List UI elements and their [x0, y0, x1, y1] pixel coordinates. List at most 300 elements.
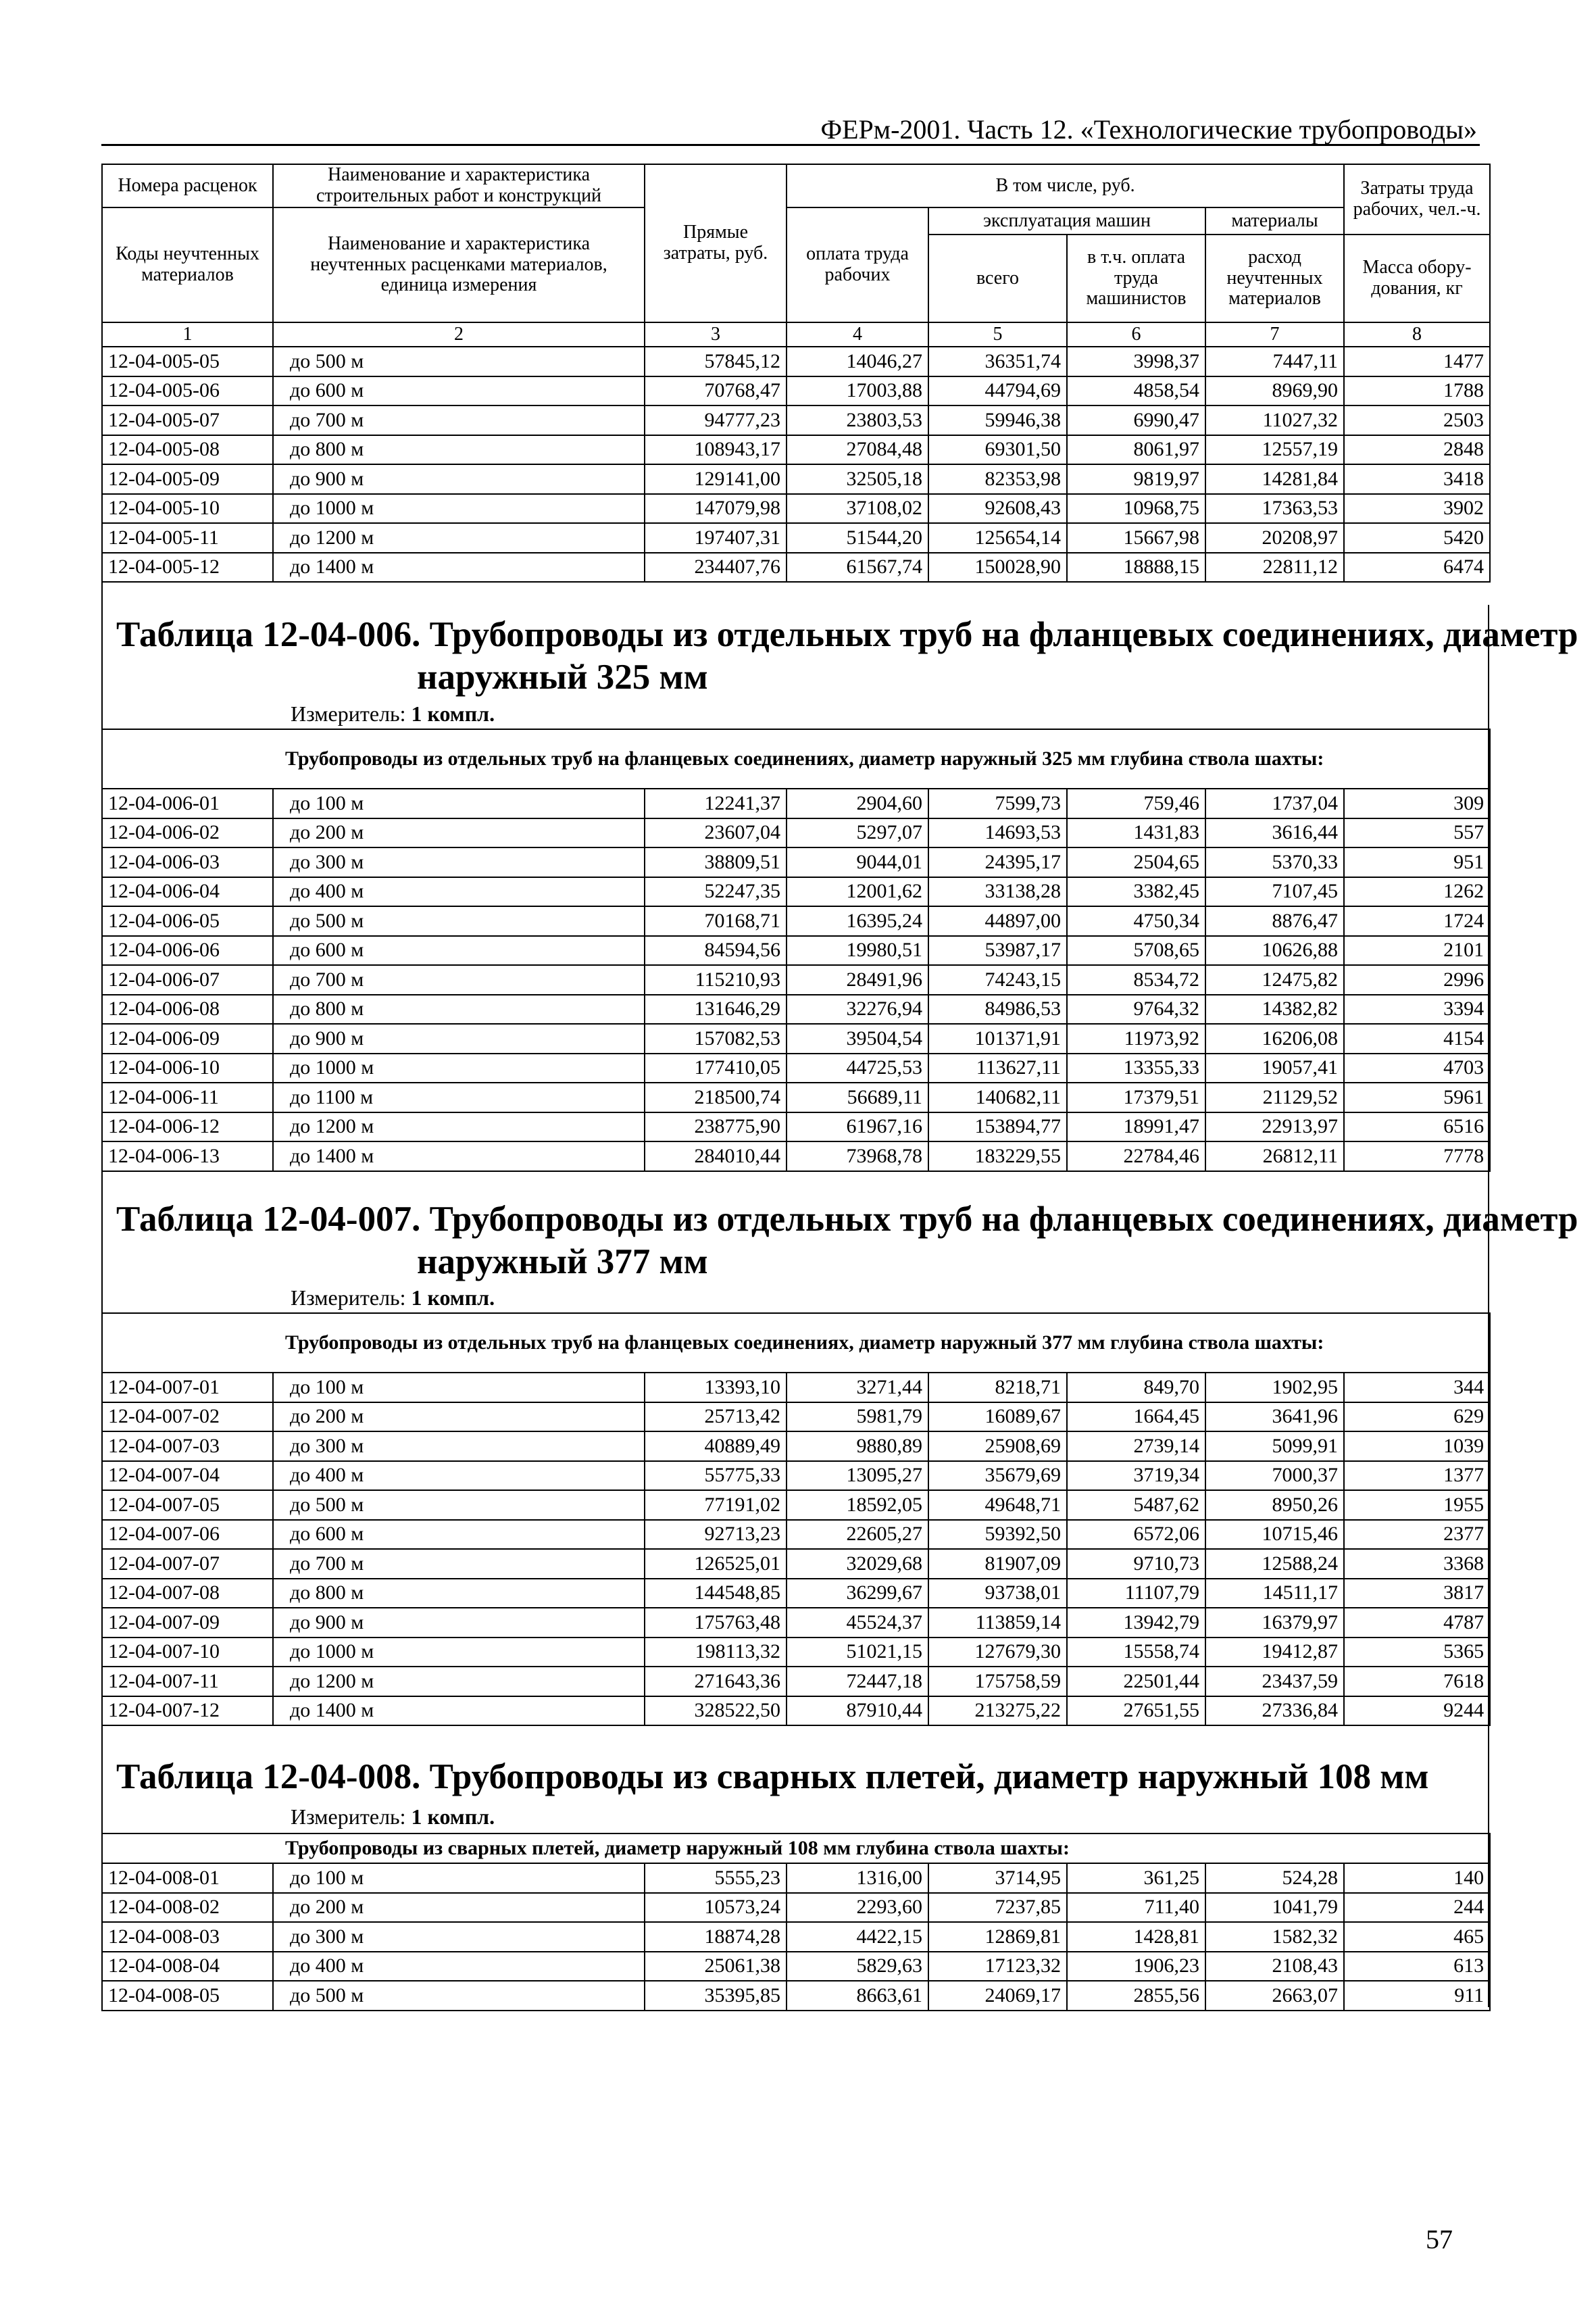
table-row — [102, 1952, 1490, 1981]
col-number: 5 — [928, 322, 1067, 347]
cell-work-name: до 1200 м — [273, 523, 645, 553]
cell-machinist-pay: 9764,32 — [1067, 995, 1205, 1025]
table-row — [102, 1579, 1490, 1608]
cell-machinist-pay: 11107,79 — [1067, 1579, 1205, 1608]
cell-labor-hours: 4787 — [1344, 1608, 1490, 1638]
cell-direct-cost: 218500,74 — [645, 1083, 787, 1112]
cell-work-name: до 1100 м — [273, 1083, 645, 1112]
cell-machinist-pay: 8534,72 — [1067, 965, 1205, 995]
cell-labor-pay: 27084,48 — [787, 435, 928, 465]
cell-direct-cost: 129141,00 — [645, 464, 787, 494]
rates-table-007 — [101, 1312, 1491, 1726]
cell-machine-total: 25908,69 — [928, 1431, 1067, 1461]
cell-machine-total: 82353,98 — [928, 464, 1067, 494]
cell-machinist-pay: 5487,62 — [1067, 1490, 1205, 1520]
table-row — [102, 995, 1490, 1025]
cell-direct-cost: 52247,35 — [645, 877, 787, 907]
cell-machine-total: 59946,38 — [928, 405, 1067, 435]
cell-direct-cost: 77191,02 — [645, 1490, 787, 1520]
cell-machinist-pay: 27651,55 — [1067, 1696, 1205, 1726]
cell-labor-hours: 3368 — [1344, 1549, 1490, 1579]
table-row — [102, 936, 1490, 966]
cell-machinist-pay: 10968,75 — [1067, 494, 1205, 524]
cell-machinist-pay: 361,25 — [1067, 1863, 1205, 1893]
cell-machinist-pay: 18888,15 — [1067, 553, 1205, 583]
cell-machine-total: 81907,09 — [928, 1549, 1067, 1579]
cell-machinist-pay: 1431,83 — [1067, 818, 1205, 848]
header-rule — [101, 144, 1480, 146]
cell-materials: 10626,88 — [1205, 936, 1344, 966]
cell-rate-code: 12-04-007-10 — [102, 1638, 273, 1667]
cell-materials: 7107,45 — [1205, 877, 1344, 907]
cell-materials: 23437,59 — [1205, 1667, 1344, 1696]
table-row — [102, 789, 1490, 818]
cell-machinist-pay: 3382,45 — [1067, 877, 1205, 907]
cell-work-name: до 1400 м — [273, 1696, 645, 1726]
col-number: 8 — [1344, 322, 1490, 347]
cell-machine-total: 12869,81 — [928, 1922, 1067, 1952]
cell-rate-code: 12-04-006-08 — [102, 995, 273, 1025]
cell-rate-code: 12-04-005-07 — [102, 405, 273, 435]
table-row — [102, 1520, 1490, 1550]
table-row — [102, 435, 1490, 465]
cell-work-name: до 1400 м — [273, 553, 645, 583]
cell-machine-total: 140682,11 — [928, 1083, 1067, 1112]
cell-work-name: до 300 м — [273, 1431, 645, 1461]
table-body-008 — [102, 1863, 1490, 2011]
col-header-ekspl: эксплуатация машин — [928, 207, 1205, 235]
cell-machinist-pay: 4858,54 — [1067, 376, 1205, 406]
table-row — [102, 1863, 1490, 1893]
cell-labor-pay: 32505,18 — [787, 464, 928, 494]
table-row — [102, 1638, 1490, 1667]
cell-labor-pay: 36299,67 — [787, 1579, 928, 1608]
cell-direct-cost: 108943,17 — [645, 435, 787, 465]
cell-rate-code: 12-04-008-02 — [102, 1893, 273, 1923]
cell-direct-cost: 5555,23 — [645, 1863, 787, 1893]
cell-labor-pay: 51544,20 — [787, 523, 928, 553]
cell-machinist-pay: 18991,47 — [1067, 1112, 1205, 1142]
table-body-005 — [102, 347, 1490, 582]
cell-rate-code: 12-04-007-12 — [102, 1696, 273, 1726]
cell-machine-total: 49648,71 — [928, 1490, 1067, 1520]
cell-machine-total: 113859,14 — [928, 1608, 1067, 1638]
cell-work-name: до 400 м — [273, 1952, 645, 1981]
cell-machinist-pay: 849,70 — [1067, 1373, 1205, 1402]
cell-materials: 26812,11 — [1205, 1141, 1344, 1171]
cell-machinist-pay: 22784,46 — [1067, 1141, 1205, 1171]
cell-machine-total: 35679,69 — [928, 1461, 1067, 1491]
cell-labor-pay: 2904,60 — [787, 789, 928, 818]
col-header-oplata: оплата труда рабочих — [787, 207, 928, 322]
cell-direct-cost: 25061,38 — [645, 1952, 787, 1981]
cell-machine-total: 84986,53 — [928, 995, 1067, 1025]
table-header — [102, 164, 1490, 347]
cell-labor-pay: 19980,51 — [787, 936, 928, 966]
cell-rate-code: 12-04-006-11 — [102, 1083, 273, 1112]
table-row — [102, 1696, 1490, 1726]
cell-labor-hours: 4154 — [1344, 1024, 1490, 1054]
cell-materials: 12588,24 — [1205, 1549, 1344, 1579]
cell-labor-hours: 1039 — [1344, 1431, 1490, 1461]
cell-direct-cost: 177410,05 — [645, 1054, 787, 1083]
cell-materials: 12475,82 — [1205, 965, 1344, 995]
cell-machine-total: 113627,11 — [928, 1054, 1067, 1083]
cell-work-name: до 700 м — [273, 405, 645, 435]
cell-work-name: до 1200 м — [273, 1112, 645, 1142]
cell-direct-cost: 10573,24 — [645, 1893, 787, 1923]
cell-labor-hours: 3817 — [1344, 1579, 1490, 1608]
cell-machine-total: 7599,73 — [928, 789, 1067, 818]
page-number: 57 — [1426, 2224, 1453, 2255]
cell-materials: 524,28 — [1205, 1863, 1344, 1893]
cell-materials: 20208,97 — [1205, 523, 1344, 553]
cell-work-name: до 500 м — [273, 1981, 645, 2011]
cell-materials: 1902,95 — [1205, 1373, 1344, 1402]
table-row — [102, 553, 1490, 583]
cell-direct-cost: 147079,98 — [645, 494, 787, 524]
col-number: 3 — [645, 322, 787, 347]
cell-direct-cost: 94777,23 — [645, 405, 787, 435]
cell-rate-code: 12-04-006-05 — [102, 906, 273, 936]
cell-rate-code: 12-04-006-07 — [102, 965, 273, 995]
cell-direct-cost: 13393,10 — [645, 1373, 787, 1402]
cell-machine-total: 125654,14 — [928, 523, 1067, 553]
cell-labor-pay: 72447,18 — [787, 1667, 928, 1696]
cell-labor-pay: 2293,60 — [787, 1893, 928, 1923]
cell-labor-pay: 61567,74 — [787, 553, 928, 583]
cell-direct-cost: 12241,37 — [645, 789, 787, 818]
cell-materials: 10715,46 — [1205, 1520, 1344, 1550]
cell-machine-total: 74243,15 — [928, 965, 1067, 995]
cell-machine-total: 8218,71 — [928, 1373, 1067, 1402]
cell-materials: 2108,43 — [1205, 1952, 1344, 1981]
cell-machinist-pay: 711,40 — [1067, 1893, 1205, 1923]
cell-rate-code: 12-04-007-07 — [102, 1549, 273, 1579]
cell-machine-total: 53987,17 — [928, 936, 1067, 966]
cell-labor-hours: 5961 — [1344, 1083, 1490, 1112]
cell-machine-total: 213275,22 — [928, 1696, 1067, 1726]
cell-machinist-pay: 4750,34 — [1067, 906, 1205, 936]
cell-work-name: до 1400 м — [273, 1141, 645, 1171]
cell-machinist-pay: 8061,97 — [1067, 435, 1205, 465]
cell-rate-code: 12-04-005-09 — [102, 464, 273, 494]
cell-materials: 7447,11 — [1205, 347, 1344, 376]
cell-labor-hours: 4703 — [1344, 1054, 1490, 1083]
table-008-title: Таблица 12-04-008. Трубопроводы из сварных плетей, диаметр наружный 108 мм — [116, 1757, 1429, 1796]
cell-labor-pay: 16395,24 — [787, 906, 928, 936]
cell-direct-cost: 38809,51 — [645, 847, 787, 877]
table-row — [102, 1922, 1490, 1952]
cell-machine-total: 36351,74 — [928, 347, 1067, 376]
cell-machinist-pay: 17379,51 — [1067, 1083, 1205, 1112]
cell-labor-hours: 6516 — [1344, 1112, 1490, 1142]
cell-direct-cost: 70768,47 — [645, 376, 787, 406]
cell-machine-total: 44794,69 — [928, 376, 1067, 406]
cell-direct-cost: 198113,32 — [645, 1638, 787, 1667]
cell-labor-hours: 5420 — [1344, 523, 1490, 553]
cell-labor-pay: 18592,05 — [787, 1490, 928, 1520]
table-row — [102, 1893, 1490, 1923]
cell-direct-cost: 25713,42 — [645, 1402, 787, 1432]
cell-rate-code: 12-04-007-04 — [102, 1461, 273, 1491]
table-row — [102, 376, 1490, 406]
cell-labor-pay: 5297,07 — [787, 818, 928, 848]
cell-materials: 5370,33 — [1205, 847, 1344, 877]
cell-labor-hours: 629 — [1344, 1402, 1490, 1432]
cell-work-name: до 200 м — [273, 1402, 645, 1432]
cell-machine-total: 183229,55 — [928, 1141, 1067, 1171]
cell-direct-cost: 35395,85 — [645, 1981, 787, 2011]
cell-labor-pay: 32029,68 — [787, 1549, 928, 1579]
cell-rate-code: 12-04-006-09 — [102, 1024, 273, 1054]
cell-labor-pay: 14046,27 — [787, 347, 928, 376]
cell-labor-hours: 3418 — [1344, 464, 1490, 494]
col-header-vtom: В том числе, руб. — [787, 164, 1344, 207]
cell-machine-total: 69301,50 — [928, 435, 1067, 465]
cell-work-name: до 200 м — [273, 818, 645, 848]
cell-rate-code: 12-04-006-02 — [102, 818, 273, 848]
cell-direct-cost: 234407,76 — [645, 553, 787, 583]
page-header-title: ФЕРм-2001. Часть 12. «Технологические трубопроводы» — [820, 114, 1477, 145]
cell-work-name: до 600 м — [273, 1520, 645, 1550]
cell-labor-pay: 17003,88 — [787, 376, 928, 406]
cell-work-name: до 500 м — [273, 347, 645, 376]
cell-rate-code: 12-04-005-12 — [102, 553, 273, 583]
table-row — [102, 523, 1490, 553]
table-row — [102, 1431, 1490, 1461]
table-row — [102, 1981, 1490, 2011]
cell-machine-total: 150028,90 — [928, 553, 1067, 583]
cell-labor-pay: 39504,54 — [787, 1024, 928, 1054]
cell-work-name: до 500 м — [273, 1490, 645, 1520]
table-row — [102, 494, 1490, 524]
cell-work-name: до 1000 м — [273, 1054, 645, 1083]
cell-machinist-pay: 13355,33 — [1067, 1054, 1205, 1083]
cell-work-name: до 1200 м — [273, 1667, 645, 1696]
table-row — [102, 1490, 1490, 1520]
col-header-massa: Масса обору-дования, кг — [1344, 235, 1490, 322]
col-number: 2 — [273, 322, 645, 347]
col-number: 7 — [1205, 322, 1344, 347]
col-number: 6 — [1067, 322, 1205, 347]
cell-labor-pay: 3271,44 — [787, 1373, 928, 1402]
cell-materials: 22811,12 — [1205, 553, 1344, 583]
table-008-measure: Измеритель: 1 компл. — [291, 1804, 495, 1829]
cell-work-name: до 600 м — [273, 936, 645, 966]
table-row — [102, 1083, 1490, 1112]
cell-machine-total: 33138,28 — [928, 877, 1067, 907]
table-row — [102, 877, 1490, 907]
cell-materials: 16206,08 — [1205, 1024, 1344, 1054]
cell-labor-pay: 22605,27 — [787, 1520, 928, 1550]
cell-labor-hours: 1377 — [1344, 1461, 1490, 1491]
cell-labor-hours: 1724 — [1344, 906, 1490, 936]
cell-labor-hours: 1955 — [1344, 1490, 1490, 1520]
table-row — [102, 1141, 1490, 1171]
cell-materials: 8876,47 — [1205, 906, 1344, 936]
cell-labor-pay: 12001,62 — [787, 877, 928, 907]
table-row — [102, 818, 1490, 848]
cell-rate-code: 12-04-007-06 — [102, 1520, 273, 1550]
cell-work-name: до 100 м — [273, 1373, 645, 1402]
cell-materials: 16379,97 — [1205, 1608, 1344, 1638]
col-header-pryamye: Прямые затраты, руб. — [645, 164, 787, 322]
table-row — [102, 965, 1490, 995]
cell-labor-hours: 7618 — [1344, 1667, 1490, 1696]
cell-direct-cost: 157082,53 — [645, 1024, 787, 1054]
cell-rate-code: 12-04-005-05 — [102, 347, 273, 376]
cell-machinist-pay: 6572,06 — [1067, 1520, 1205, 1550]
col-header-materialy: материалы — [1205, 207, 1344, 235]
cell-labor-hours: 3902 — [1344, 494, 1490, 524]
rates-table-005 — [101, 164, 1491, 583]
cell-work-name: до 400 м — [273, 1461, 645, 1491]
cell-materials: 14511,17 — [1205, 1579, 1344, 1608]
cell-direct-cost: 40889,49 — [645, 1431, 787, 1461]
cell-materials: 2663,07 — [1205, 1981, 1344, 2011]
cell-rate-code: 12-04-006-12 — [102, 1112, 273, 1142]
cell-rate-code: 12-04-007-05 — [102, 1490, 273, 1520]
cell-machinist-pay: 2739,14 — [1067, 1431, 1205, 1461]
table-006-subheading: Трубопроводы из отдельных труб на фланцевых соединениях, диаметр наружный 325 мм глубина ствола шахты: — [102, 729, 1490, 789]
cell-materials: 11027,32 — [1205, 405, 1344, 435]
cell-machinist-pay: 9710,73 — [1067, 1549, 1205, 1579]
cell-labor-pay: 45524,37 — [787, 1608, 928, 1638]
cell-machinist-pay: 2504,65 — [1067, 847, 1205, 877]
cell-labor-hours: 613 — [1344, 1952, 1490, 1981]
cell-machine-total: 93738,01 — [928, 1579, 1067, 1608]
cell-work-name: до 100 м — [273, 789, 645, 818]
cell-machine-total: 175758,59 — [928, 1667, 1067, 1696]
cell-machinist-pay: 6990,47 — [1067, 405, 1205, 435]
cell-labor-hours: 2996 — [1344, 965, 1490, 995]
cell-labor-pay: 5981,79 — [787, 1402, 928, 1432]
cell-work-name: до 1000 м — [273, 1638, 645, 1667]
cell-work-name: до 500 м — [273, 906, 645, 936]
cell-direct-cost: 284010,44 — [645, 1141, 787, 1171]
cell-labor-hours: 309 — [1344, 789, 1490, 818]
cell-rate-code: 12-04-007-02 — [102, 1402, 273, 1432]
table-007-measure: Измеритель: 1 компл. — [291, 1285, 495, 1310]
cell-labor-hours: 951 — [1344, 847, 1490, 877]
cell-machinist-pay: 13942,79 — [1067, 1608, 1205, 1638]
table-body-006 — [102, 789, 1490, 1171]
cell-labor-hours: 2377 — [1344, 1520, 1490, 1550]
cell-labor-hours: 1262 — [1344, 877, 1490, 907]
cell-work-name: до 900 м — [273, 464, 645, 494]
cell-machinist-pay: 2855,56 — [1067, 1981, 1205, 2011]
table-006-measure: Измеритель: 1 компл. — [291, 701, 495, 726]
cell-machinist-pay: 759,46 — [1067, 789, 1205, 818]
cell-work-name: до 900 м — [273, 1608, 645, 1638]
cell-rate-code: 12-04-007-09 — [102, 1608, 273, 1638]
cell-materials: 17363,53 — [1205, 494, 1344, 524]
cell-labor-pay: 9044,01 — [787, 847, 928, 877]
cell-machine-total: 101371,91 — [928, 1024, 1067, 1054]
cell-direct-cost: 18874,28 — [645, 1922, 787, 1952]
cell-rate-code: 12-04-005-10 — [102, 494, 273, 524]
cell-rate-code: 12-04-007-03 — [102, 1431, 273, 1461]
cell-machine-total: 17123,32 — [928, 1952, 1067, 1981]
cell-work-name: до 800 м — [273, 1579, 645, 1608]
cell-direct-cost: 131646,29 — [645, 995, 787, 1025]
cell-labor-pay: 61967,16 — [787, 1112, 928, 1142]
rates-table-008 — [101, 1833, 1491, 2011]
cell-work-name: до 800 м — [273, 435, 645, 465]
cell-labor-hours: 2848 — [1344, 435, 1490, 465]
cell-direct-cost: 70168,71 — [645, 906, 787, 936]
table-row — [102, 347, 1490, 376]
cell-machine-total: 92608,43 — [928, 494, 1067, 524]
cell-work-name: до 100 м — [273, 1863, 645, 1893]
table-row — [102, 1024, 1490, 1054]
cell-machinist-pay: 9819,97 — [1067, 464, 1205, 494]
cell-work-name: до 300 м — [273, 1922, 645, 1952]
table-row — [102, 1667, 1490, 1696]
cell-materials: 7000,37 — [1205, 1461, 1344, 1491]
cell-rate-code: 12-04-008-03 — [102, 1922, 273, 1952]
cell-labor-hours: 6474 — [1344, 553, 1490, 583]
col-header-kody: Коды неучтенных материалов — [102, 207, 273, 322]
cell-labor-pay: 56689,11 — [787, 1083, 928, 1112]
cell-materials: 3616,44 — [1205, 818, 1344, 848]
cell-rate-code: 12-04-006-03 — [102, 847, 273, 877]
cell-labor-hours: 911 — [1344, 1981, 1490, 2011]
cell-labor-hours: 5365 — [1344, 1638, 1490, 1667]
table-006-title: Таблица 12-04-006. Трубопроводы из отдельных труб на фланцевых соединениях, диаметр наружный 325 мм — [116, 615, 1578, 697]
cell-labor-hours: 465 — [1344, 1922, 1490, 1952]
cell-labor-pay: 51021,15 — [787, 1638, 928, 1667]
cell-labor-pay: 23803,53 — [787, 405, 928, 435]
cell-work-name: до 400 м — [273, 877, 645, 907]
col-header-zatraty: Затраты труда рабочих, чел.-ч. — [1344, 164, 1490, 235]
cell-machinist-pay: 1428,81 — [1067, 1922, 1205, 1952]
cell-machinist-pay: 1906,23 — [1067, 1952, 1205, 1981]
cell-labor-pay: 9880,89 — [787, 1431, 928, 1461]
cell-materials: 8950,26 — [1205, 1490, 1344, 1520]
table-row — [102, 1054, 1490, 1083]
cell-rate-code: 12-04-006-04 — [102, 877, 273, 907]
cell-labor-hours: 557 — [1344, 818, 1490, 848]
cell-labor-pay: 4422,15 — [787, 1922, 928, 1952]
table-008-subheading: Трубопроводы из сварных плетей, диаметр наружный 108 мм глубина ствола шахты: — [102, 1833, 1490, 1863]
cell-materials: 8969,90 — [1205, 376, 1344, 406]
cell-labor-pay: 28491,96 — [787, 965, 928, 995]
cell-rate-code: 12-04-005-11 — [102, 523, 273, 553]
col-header-naim2: Наименование и характеристика неучтенных расценками материалов, единица измерения — [273, 207, 645, 322]
cell-materials: 1737,04 — [1205, 789, 1344, 818]
cell-work-name: до 300 м — [273, 847, 645, 877]
cell-direct-cost: 115210,93 — [645, 965, 787, 995]
cell-direct-cost: 328522,50 — [645, 1696, 787, 1726]
cell-direct-cost: 175763,48 — [645, 1608, 787, 1638]
table-row — [102, 1608, 1490, 1638]
cell-labor-pay: 5829,63 — [787, 1952, 928, 1981]
cell-machine-total: 3714,95 — [928, 1863, 1067, 1893]
cell-direct-cost: 238775,90 — [645, 1112, 787, 1142]
cell-direct-cost: 144548,85 — [645, 1579, 787, 1608]
cell-direct-cost: 197407,31 — [645, 523, 787, 553]
cell-labor-hours: 1788 — [1344, 376, 1490, 406]
cell-rate-code: 12-04-008-05 — [102, 1981, 273, 2011]
cell-labor-pay: 8663,61 — [787, 1981, 928, 2011]
col-header-naim1: Наименование и характеристика строительных работ и конструкций — [273, 164, 645, 207]
cell-materials: 22913,97 — [1205, 1112, 1344, 1142]
cell-machine-total: 24395,17 — [928, 847, 1067, 877]
cell-direct-cost: 92713,23 — [645, 1520, 787, 1550]
col-header-vtch: в т.ч. оплата труда машинистов — [1067, 235, 1205, 322]
